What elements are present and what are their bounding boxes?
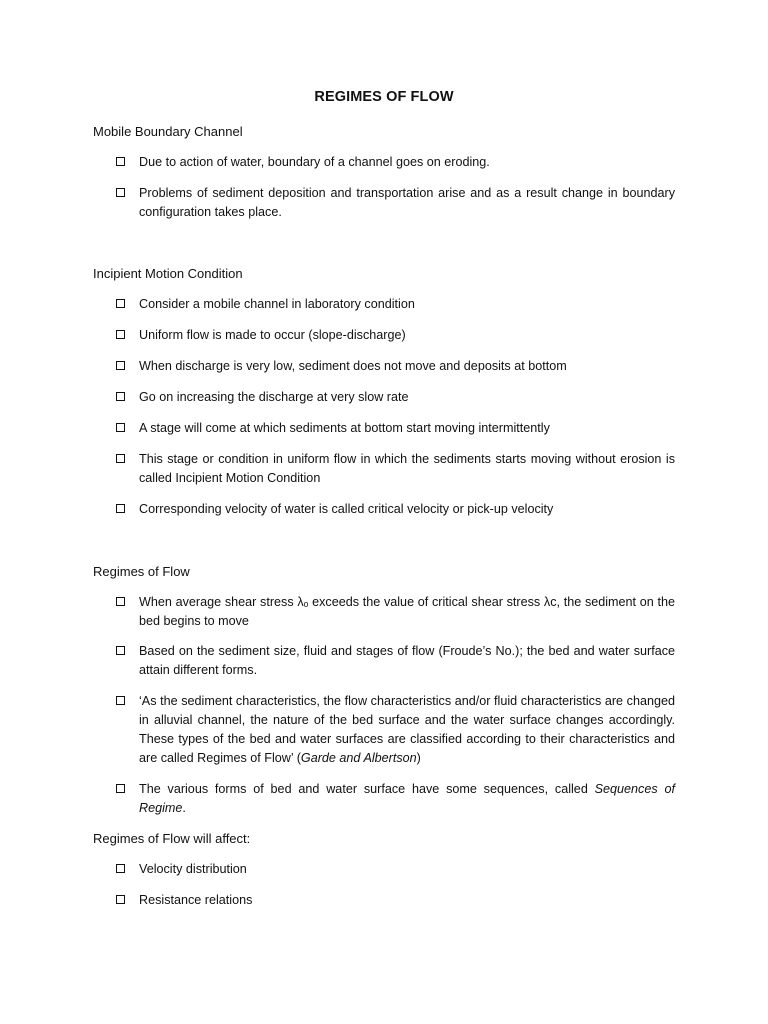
checkbox-icon <box>116 646 125 655</box>
list-item <box>116 295 675 314</box>
page-title: REGIMES OF FLOW <box>314 89 454 105</box>
checkbox-icon <box>116 454 125 463</box>
checkbox-icon <box>116 864 125 873</box>
list-item <box>116 419 675 438</box>
list-item-text: Due to action of water, boundary of a channel goes on eroding. <box>139 155 490 169</box>
checkbox-icon <box>116 392 125 401</box>
checkbox-icon <box>116 784 125 793</box>
list-item-text: Resistance relations <box>139 893 253 907</box>
list-item-text: The various forms of bed and water surface have some sequences, called Sequences of Regime. <box>139 782 675 815</box>
list-item <box>116 450 675 488</box>
checkbox-icon <box>116 696 125 705</box>
checkbox-icon <box>116 157 125 166</box>
list-item-text: This stage or condition in uniform flow in which the sediments starts moving without erosion is called Incipient Motion Condition <box>139 452 675 485</box>
section-heading-incipient-motion: Incipient Motion Condition <box>93 266 243 281</box>
list-item <box>116 500 675 519</box>
checkbox-icon <box>116 597 125 606</box>
list-item-text: Go on increasing the discharge at very slow rate <box>139 390 409 404</box>
checkbox-icon <box>116 188 125 197</box>
section-heading-regimes-of-flow: Regimes of Flow <box>93 564 190 579</box>
list-item <box>116 593 675 631</box>
list-item-text: Consider a mobile channel in laboratory condition <box>139 297 415 311</box>
checkbox-icon <box>116 330 125 339</box>
list-item-text: Based on the sediment size, fluid and stages of flow (Froude’s No.); the bed and water surface attain different forms. <box>139 644 675 677</box>
list-item-text: A stage will come at which sediments at bottom start moving intermittently <box>139 421 550 435</box>
section-heading-affects: Regimes of Flow will affect: <box>93 831 251 846</box>
list-item <box>116 642 675 680</box>
list-item-text: Velocity distribution <box>139 862 247 876</box>
list-item-text: ‘As the sediment characteristics, the flow characteristics and/or fluid characteristics are changed in alluvial channel, the nature of the bed surface and the water surface changes accordingly. These types of the bed and water surfaces are classified according to their characteristics and are called Regimes of Flow’ (Garde and Albertson) <box>139 694 675 765</box>
list-item <box>116 780 675 818</box>
list-item <box>116 388 675 407</box>
checkbox-icon <box>116 361 125 370</box>
list-item <box>116 891 675 910</box>
list-item-text: When discharge is very low, sediment does not move and deposits at bottom <box>139 359 567 373</box>
list-item <box>116 860 675 879</box>
list-item <box>116 692 675 768</box>
emphasis-text: Sequences of Regime <box>139 782 675 815</box>
checkbox-icon <box>116 895 125 904</box>
list-item-text: Problems of sediment deposition and transportation arise and as a result change in boundary configuration takes place. <box>139 186 675 219</box>
list-item <box>116 357 675 376</box>
list-item <box>116 326 675 345</box>
section-heading-mobile-boundary: Mobile Boundary Channel <box>93 124 243 139</box>
list-item <box>116 153 675 172</box>
checkbox-icon <box>116 423 125 432</box>
citation-text: Garde and Albertson <box>300 751 417 765</box>
list-item-text: Corresponding velocity of water is called critical velocity or pick-up velocity <box>139 502 554 516</box>
checkbox-icon <box>116 299 125 308</box>
list-item-text: When average shear stress λₒ exceeds the value of critical shear stress λc, the sediment on the bed begins to move <box>139 595 675 628</box>
checkbox-icon <box>116 504 125 513</box>
list-item-text: Uniform flow is made to occur (slope-discharge) <box>139 328 406 342</box>
list-item <box>116 184 675 222</box>
